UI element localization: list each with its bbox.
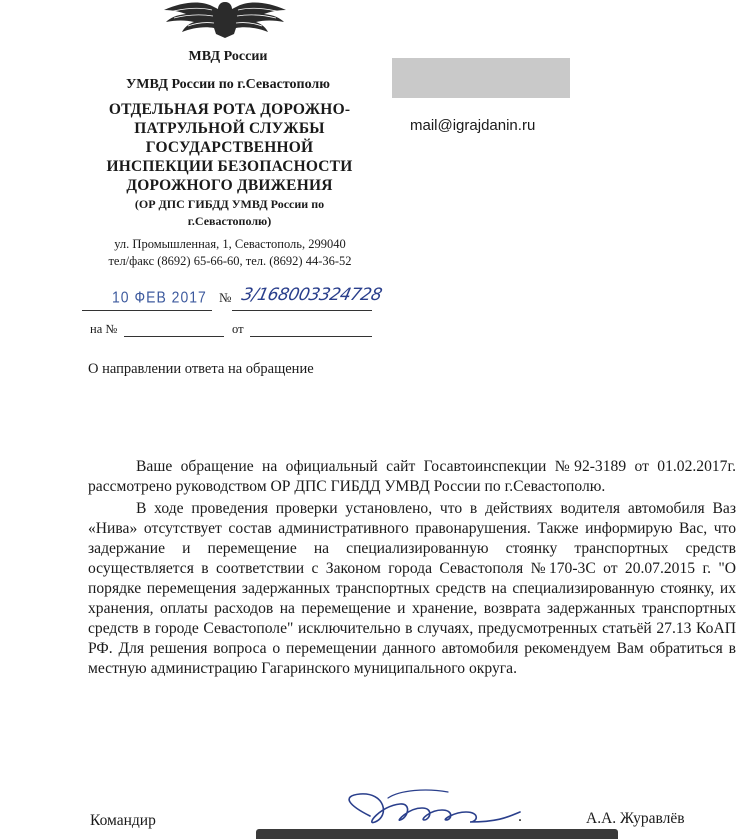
from-label: от <box>232 322 244 336</box>
number-sign: № <box>219 290 232 305</box>
number-underline <box>232 310 372 311</box>
paragraph: В ходе проведения проверки установлено, что в действиях водителя автомобиля Ваз «Нива» отсутствует состав административного правонарушения. Также информирую Вас, что задержание и перемещение на специализированную стоянку транспортных средств осуществляется в соответствии с Законом города Севастополя №170-3С от 20.07.2015 г. "О порядке перемещения задержанных транспортных средств на специализированную стоянку, их хранения, оплаты расходов на перемещение и хранение, возврата задержанных транспортных средств в городе Севастополе" исключительно в случаях, предусмотренных статьёй 27.13 КоАП РФ. Для решения вопроса о перемещении данного автомобиля рекомендуем Вам обратиться в местную администрацию Гагаринского муниципального округа. <box>88 500 736 677</box>
address-block <box>80 236 380 270</box>
signature-dot: . <box>518 808 522 825</box>
registration-number: 3/168003324728 <box>239 285 384 305</box>
ministry-name: МВД России <box>188 49 268 64</box>
date-underline <box>82 310 212 311</box>
paragraph: Ваше обращение на официальный сайт Госавтоинспекции №92-3189 от 01.02.2017г. рассмотрено руководством ОР ДПС ГИБДД УМВД России по г.Севастополю. <box>88 458 736 495</box>
letter-body <box>88 457 736 679</box>
unit-title: ОТДЕЛЬНАЯ РОТА ДОРОЖНО-ПАТРУЛЬНОЙ СЛУЖБЫ ГОСУДАРСТВЕННОЙ ИНСПЕКЦИИ БЕЗОПАСНОСТИ ДОРОЖНОГО ДВИЖЕНИЯ <box>106 101 353 194</box>
department-name: УМВД России по г.Севастополю <box>126 77 330 92</box>
signatory-name: А.А. Журавлёв <box>586 810 685 827</box>
subject-line: О направлении ответа на обращение <box>88 361 314 377</box>
address-line: ул. Промышленная, 1, Севастополь, 299040 <box>114 237 346 251</box>
reply-number-line <box>124 336 224 337</box>
signatory-title: Командир <box>90 812 156 829</box>
unit-abbreviation: (ОР ДПС ГИБДД УМВД России по г.Севастополю) <box>134 197 325 228</box>
reply-date-line <box>250 336 372 337</box>
reply-to-label: на № <box>90 322 118 336</box>
overlay-bar <box>256 829 618 839</box>
recipient-email: mail@igrajdanin.ru <box>410 117 536 134</box>
double-headed-eagle-emblem-icon <box>160 0 290 40</box>
redacted-recipient-block <box>392 58 570 98</box>
date-stamp: 10 ФЕВ 2017 <box>112 287 207 307</box>
phone-line: тел/факс (8692) 65-66-60, тел. (8692) 44-36-52 <box>108 254 352 268</box>
